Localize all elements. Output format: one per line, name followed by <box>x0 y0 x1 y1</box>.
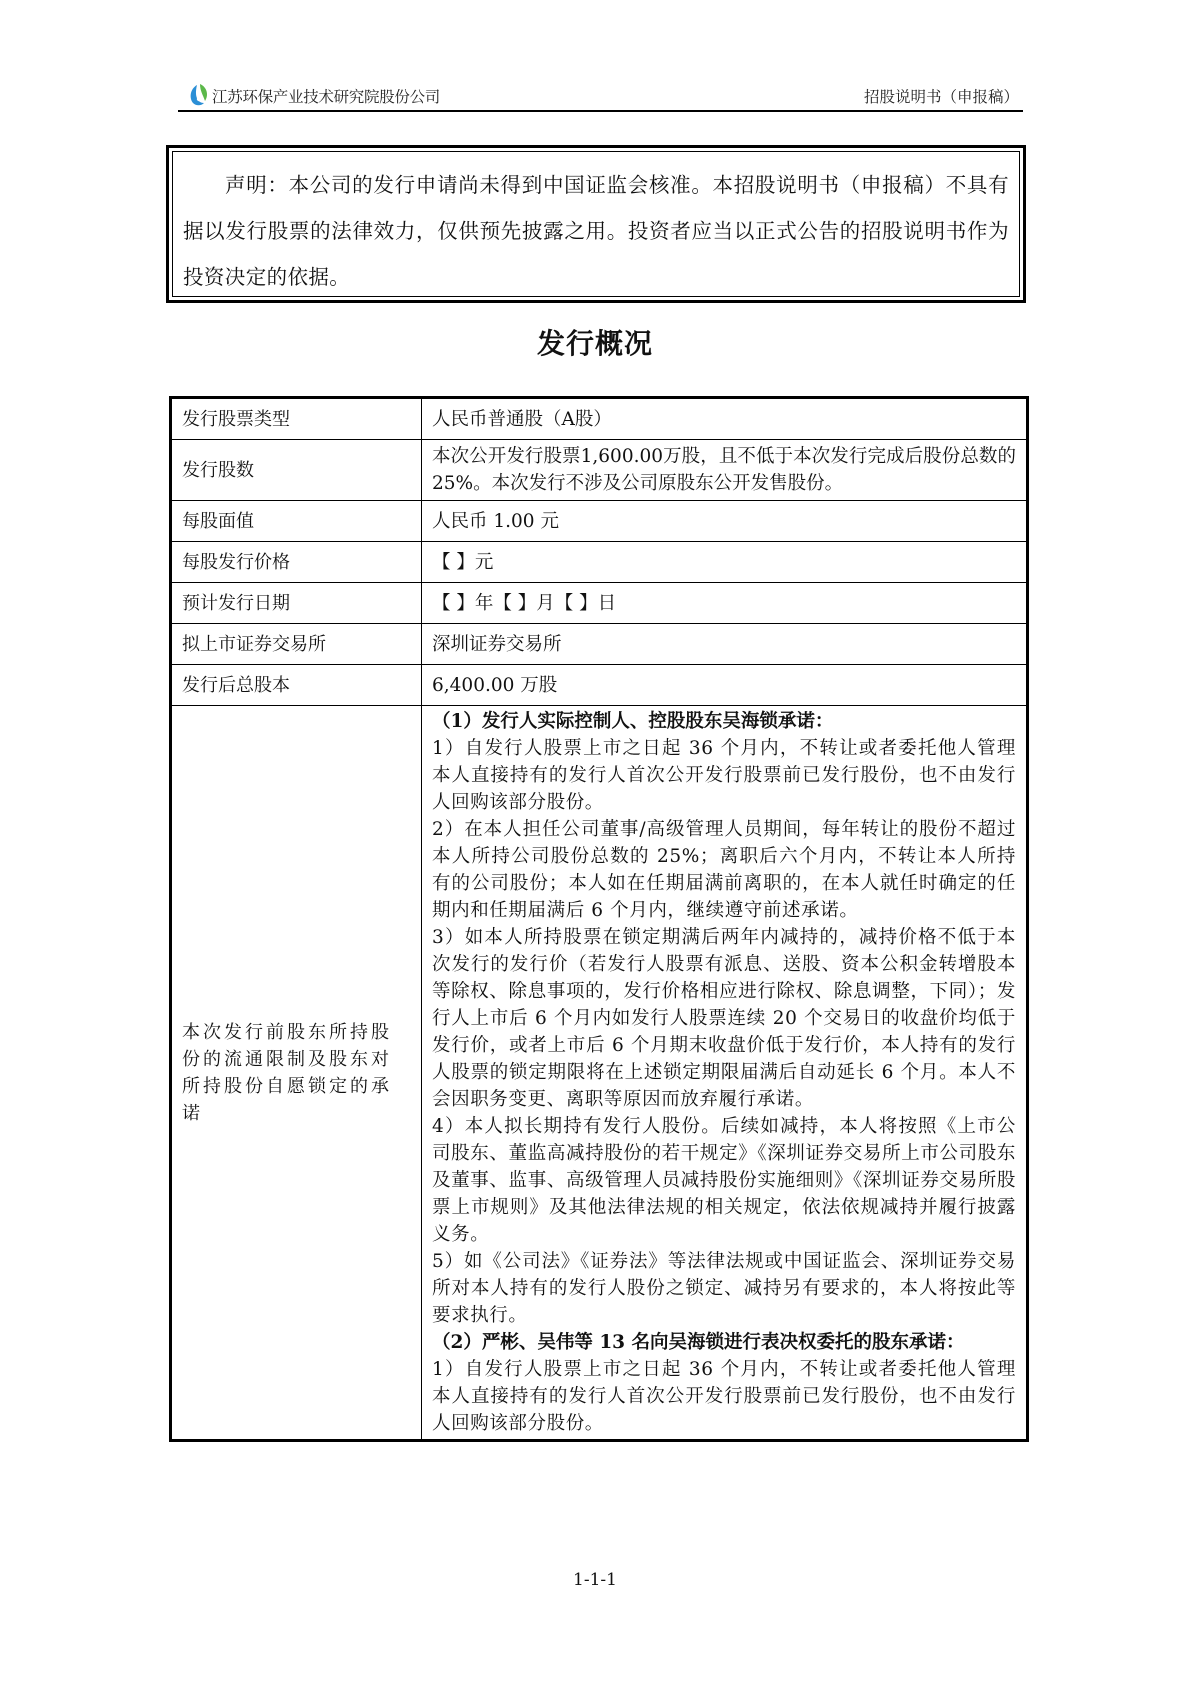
row-value: 【 】元 <box>422 542 1028 583</box>
table-row <box>171 440 1028 501</box>
page-header <box>178 82 1023 112</box>
row-label: 预计发行日期 <box>171 583 422 624</box>
company-name: 江苏环保产业技术研究院股份公司 <box>212 88 441 106</box>
row-value: 本次公开发行股票1,600.00万股，且不低于本次发行完成后股份总数的25%。本次发行不涉及公司原股东公开发售股份。 <box>422 440 1028 501</box>
disclaimer-box <box>166 145 1026 303</box>
issuance-overview-table <box>169 396 1029 1442</box>
commitment-item: 3）如本人所持股票在锁定期满后两年内减持的，减持价格不低于本次发行的发行价（若发行人股票有派息、送股、资本公积金转增股本等除权、除息事项的，发行价格相应进行除权、除息调整，下同）；发行人上市后 6 个月内如发行人股票连续 20 个交易日的收盘价均低于发行价，或者上市后 6 个月期末收盘价低于发行价，本人持有的发行人股票的锁定期限将在上述锁定期限届满后自动延长 6 个月。本人不会因职务变更、离职等原因而放弃履行承诺。 <box>432 927 1016 1110</box>
table-row <box>171 501 1028 542</box>
row-label: 发行股票类型 <box>171 398 422 440</box>
row-value: 深圳证券交易所 <box>422 624 1028 665</box>
row-label: 每股面值 <box>171 501 422 542</box>
table-row <box>171 398 1028 440</box>
page-title: 发行概况 <box>536 327 653 360</box>
row-value: 【 】年【 】月【 】日 <box>422 583 1028 624</box>
table-row-commitments <box>171 706 1028 1441</box>
commitment-item: 1）自发行人股票上市之日起 36 个月内，不转让或者委托他人管理本人直接持有的发行人首次公开发行股票前已发行股份，也不由发行人回购该部分股份。 <box>432 738 1016 813</box>
commitments-content <box>422 706 1028 1441</box>
commitment-item: 1）自发行人股票上市之日起 36 个月内，不转让或者委托他人管理本人直接持有的发行人首次公开发行股票前已发行股份，也不由发行人回购该部分股份。 <box>432 1359 1016 1434</box>
table-row <box>171 665 1028 706</box>
row-value: 人民币 1.00 元 <box>422 501 1028 542</box>
commitment-heading: （1）发行人实际控制人、控股股东吴海锁承诺： <box>432 711 834 732</box>
document-type: 招股说明书（申报稿） <box>863 88 1019 106</box>
company-logo-icon <box>188 83 210 107</box>
page-number: 1-1-1 <box>573 1570 617 1590</box>
row-label: 拟上市证券交易所 <box>171 624 422 665</box>
commitment-item: 4）本人拟长期持有发行人股份。后续如减持，本人将按照《上市公司股东、董监高减持股份的若干规定》《深圳证券交易所上市公司股东及董事、监事、高级管理人员减持股份实施细则》《深圳证券交易所股票上市规则》及其他法律法规的相关规定，依法依规减持并履行披露义务。 <box>432 1116 1016 1245</box>
row-label: 每股发行价格 <box>171 542 422 583</box>
table-row <box>171 624 1028 665</box>
row-label: 发行股数 <box>171 440 422 501</box>
commitment-item: 2）在本人担任公司董事/高级管理人员期间，每年转让的股份不超过本人所持公司股份总数的 25%；离职后六个月内，不转让本人所持有的公司股份；本人如在任期届满前离职的，在本人就任时确定的任期内和任期届满后 6 个月内，继续遵守前述承诺。 <box>432 819 1016 921</box>
commitment-item: 5）如《公司法》《证券法》等法律法规或中国证监会、深圳证券交易所对本人持有的发行人股份之锁定、减持另有要求的，本人将按此等要求执行。 <box>432 1251 1016 1326</box>
disclaimer-text: 声明：本公司的发行申请尚未得到中国证监会核准。本招股说明书（申报稿）不具有据以发行股票的法律效力，仅供预先披露之用。投资者应当以正式公告的招股说明书作为投资决定的依据。 <box>172 151 1020 297</box>
table-row <box>171 583 1028 624</box>
row-label: 本次发行前股东所持股份的流通限制及股东对所持股份自愿锁定的承诺 <box>171 706 422 1441</box>
table-row <box>171 542 1028 583</box>
row-label: 发行后总股本 <box>171 665 422 706</box>
row-value: 人民币普通股（A股） <box>422 398 1028 440</box>
commitment-heading: （2）严彬、吴伟等 13 名向吴海锁进行表决权委托的股东承诺： <box>432 1332 965 1353</box>
row-value: 6,400.00 万股 <box>422 665 1028 706</box>
